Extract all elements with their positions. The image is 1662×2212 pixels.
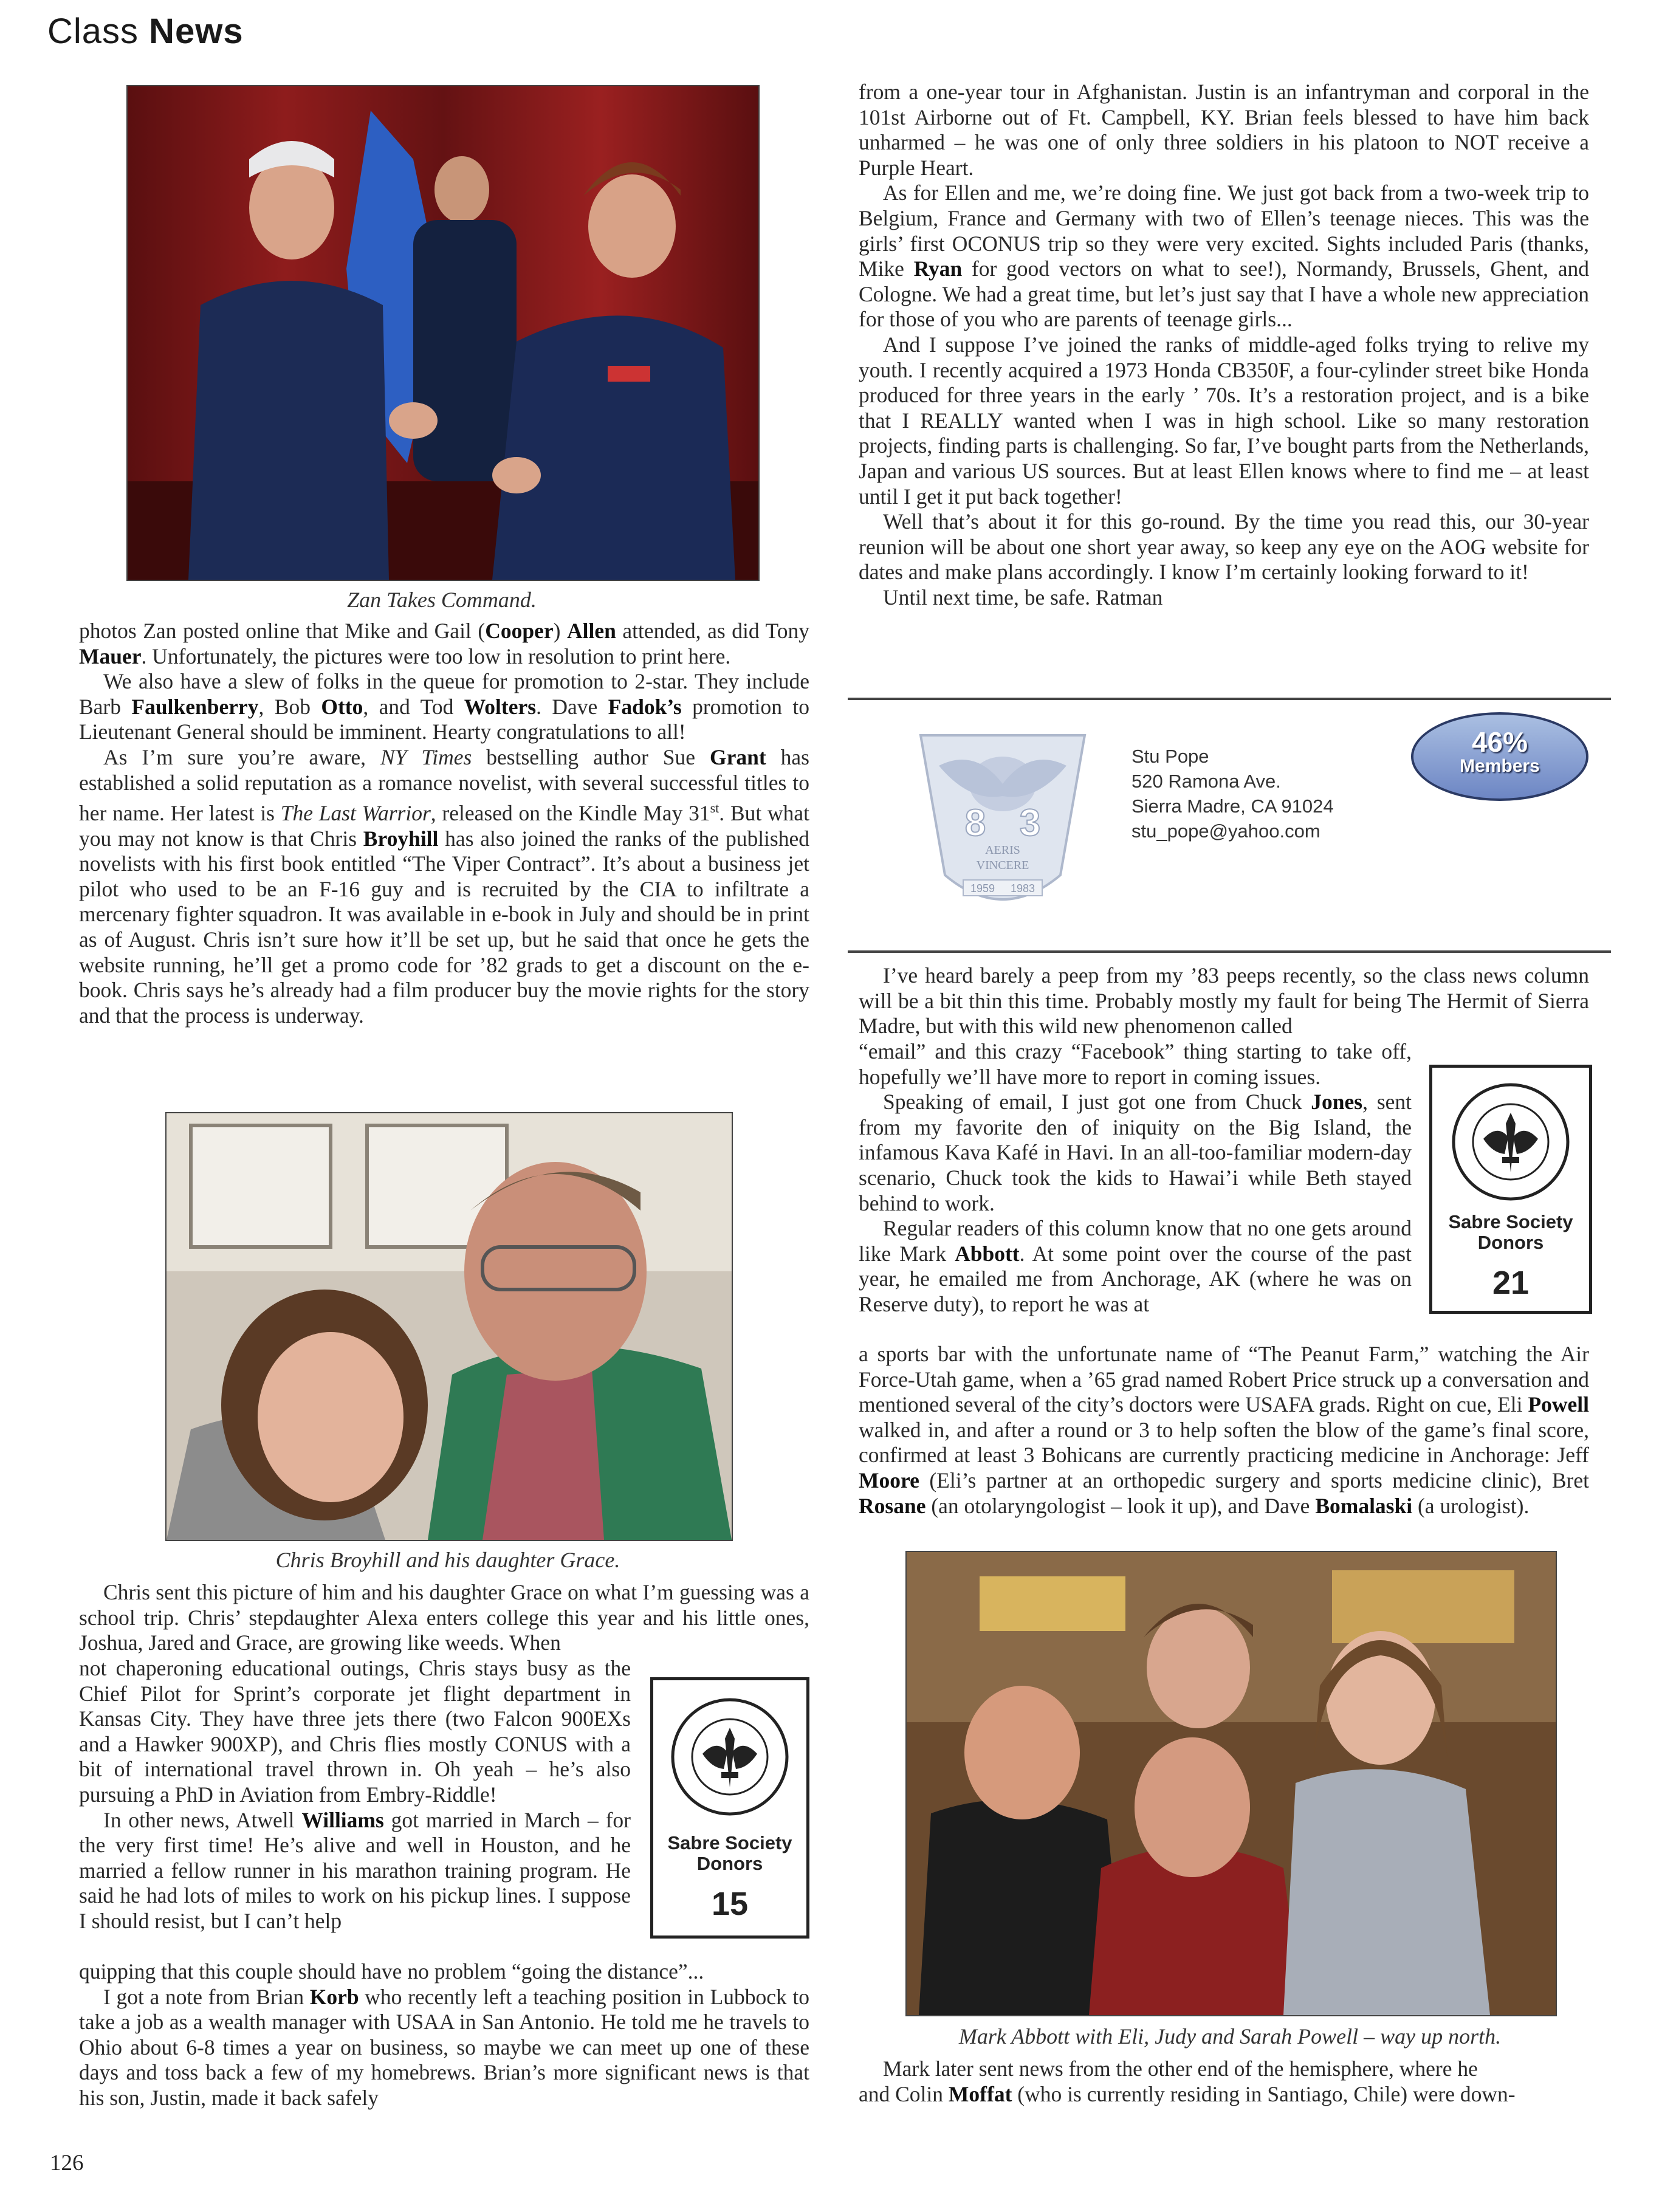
sabre-society-emblem-icon [1450,1081,1571,1203]
paragraph: As for Ellen and me, we’re doing fine. We just got back from a two-week trip to Belgium, France and Germany with two of Ellen’s teenage nieces. This was the girls’ first OCONUS trip so they were very excited. Sights included Paris (thanks, Mike Ryan for good vectors on what to see!), Normandy, Brussels, Ghent, and Cologne. We had a great time, but let’s just say that I have a whole new appreciation for those of you who are parents of teenage girls... [859,180,1589,332]
contact-email[interactable]: stu_pope@yahoo.com [1131,820,1320,842]
sabre-label: Donors [696,1853,763,1874]
abbott-caption: Mark Abbott with Eli, Judy and Sarah Powell – way up north. [958,2024,1502,2049]
left-text-4 [79,1959,809,2111]
left-text-1 [79,619,809,1028]
crest-motto: VINCERE [976,859,1029,872]
scribe-contact [1131,744,1334,843]
members-badge [1411,712,1588,801]
sabre-donor-count: 15 [711,1886,749,1922]
class-crest [915,729,1091,924]
page-number: 126 [50,2151,84,2176]
paragraph: quipping that this couple should have no problem “going the distance”... [79,1959,704,1984]
crest-motto: AERIS [985,843,1020,857]
paragraph: And I suppose I’ve joined the ranks of middle-aged folks trying to relive my youth. I recently acquired a 1973 Honda CB350F, a four-cylinder street bike Honda produced for three years in the early ’ 70s. It’s a restoration project, and is a bike that I REALLY wanted when I was in high school. Like so many restoration projects, finding parts is challenging. So far, I’ve bought parts from the Netherlands, Japan and various US sources. But at least Ellen knows where to find me – at least until I get it put back together! [859,332,1589,509]
paragraph: Well that’s about it for this go-round. By the time you read this, our 30-year reunion will be about one short year away, so keep any eye on the AOG website for dates and make plans accordingly. I know I’m certainly looking forward to it! [859,509,1589,585]
broyhill-photo [165,1112,733,1541]
sabre-label: Sabre Society [667,1832,792,1853]
sabre-society-box [1429,1065,1592,1314]
paragraph: Speaking of email, I just got one from Chuck Jones, sent from my favorite den of iniquity on the Big Island, the infamous Kava Kafé in Havi. In an all-too-familiar modern-day scenario, Chuck took the kids to Hawai’i while Beth stayed behind to work. [859,1090,1412,1215]
contact-address: 520 Ramona Ave. [1131,771,1281,792]
paragraph: and Colin Moffat (who is currently residing in Santiago, Chile) were down- [859,2081,1516,2106]
command-photo [126,85,760,581]
contact-city: Sierra Madre, CA 91024 [1131,795,1334,817]
crest-number: 3 [1019,802,1041,844]
paragraph: In other news, Atwell Williams got married in March – for the very first time! He’s alive and well in Houston, and he married a fellow runner in his marathon training program. He said he had lots of miles to work on his pickup lines. I suppose I should resist, but I can’t help [79,1807,631,1933]
section-divider [848,950,1611,953]
contact-name: Stu Pope [1131,746,1209,767]
paragraph: a sports bar with the unfortunate name of “The Peanut Farm,” watching the Air Force-Utah game, when a ’65 grad named Robert Price struck up a conversation and mentioned several of the city’s doctors were USAFA grads. Right on cue, Eli Powell walked in, and after a round or 3 to help soften the blow of the game’s final score, confirmed at least 3 Bohicans are currently practicing medicine in Anchorage: Jeff Moore (Eli’s partner at an orthopedic surgery and sports medicine clinic), Bret Rosane (an otolaryngologist – look it up), and Dave Bomalaski (a urologist). [859,1342,1589,1518]
right-text-2 [859,963,1589,1039]
paragraph: Until next time, be safe. Ratman [883,585,1163,610]
crest-number: 8 [964,802,986,844]
left-text-2 [79,1580,809,1656]
paragraph: As I’m sure you’re aware, NY Times bestselling author Sue Grant has established a solid reputation as a romance novelist, with several successful titles to her name. Her latest is The Last Warrior, released on the Kindle May 31st. But what you may not know is that Chris Broyhill has also joined the ranks of the published novelists with his first book entitled “The Viper Contract”. It’s about a business jet pilot who used to be an F-16 guy and is recruited by the CIA to infiltrate a mercenary fighter squadron. It was available in e-book in July and should be in print as of August. Chris isn’t sure how it’ll be set up, but he said that once he gets the website running, he’ll get a promo code for ’82 grads to get a discount on the e-book. Chris says he’s already had a film producer buy the movie rights for the story and that the process is underway. [79,744,809,1028]
header-prefix: Class [47,12,139,51]
paragraph: Chris sent this picture of him and his daughter Grace on what I’m guessing was a school trip. Chris’ stepdaughter Alexa enters college this year and his little ones, Joshua, Jared and Grace, are growing like weeds. When [79,1580,809,1655]
right-text-4 [859,1342,1589,1519]
paragraph: Mark later sent news from the other end of the hemisphere, where he [883,2056,1478,2081]
right-text-1 [859,80,1589,610]
paragraph: from a one-year tour in Afghanistan. Justin is an infantryman and corporal in the 101st Airborne out of Ft. Campbell, KY. Brian feels blessed to have him back unharmed – he was one of only three soldiers in his platoon to NOT receive a Purple Heart. [859,80,1589,180]
sabre-society-box [650,1677,809,1939]
header-title: News [149,12,244,51]
paragraph: I got a note from Brian Korb who recently left a teaching position in Lubbock to take a job as a wealth manager with USAA in San Antonio. He told me he travels to Ohio about 6-8 times a year on business, so maybe we can meet up one of these days and toss back a few of my homebrews. Brian’s more significant news is that his son, Justin, made it back safely [79,1984,809,2110]
right-text-3 [859,1039,1412,1317]
members-label: Members [1460,756,1540,776]
section-header [47,11,244,52]
paragraph: Regular readers of this column know that no one gets around like Mark Abbott. At some point over the course of the past year, he emailed me from Anchorage, AK (where he was on Reserve duty), to report he was at [859,1216,1412,1316]
sabre-donor-count: 21 [1492,1265,1530,1301]
paragraph: not chaperoning educational outings, Chris stays busy as the Chief Pilot for Sprint’s corporate jet flight department in Kansas City. They have three jets there (two Falcon 900EXs and a Hawker 900XP), and Chris flies mostly CONUS with a bit of international travel thrown in. Oh yeah – he’s also pursuing a PhD in Aviation from Embry-Riddle! [79,1656,631,1807]
sabre-label: Donors [1477,1232,1544,1253]
paragraph: photos Zan posted online that Mike and Gail (Cooper) Allen attended, as did Tony Mauer. Unfortunately, the pictures were too low in resolution to print here. [79,619,809,668]
abbott-photo [905,1551,1557,2016]
class-crest-icon [915,729,1091,924]
crest-year: 1983 [1010,882,1035,895]
paragraph: “email” and this crazy “Facebook” thing starting to take off, hopefully we’ll have more to report in coming issues. [859,1039,1412,1089]
sabre-label: Sabre Society [1448,1211,1573,1232]
right-text-5 [859,2056,1589,2107]
left-text-3 [79,1656,631,1934]
section-divider [848,698,1611,700]
members-percent: 46% [1471,726,1528,758]
paragraph: We also have a slew of folks in the queue for promotion to 2-star. They include Barb Faulkenberry, Bob Otto, and Tod Wolters. Dave Fadok’s promotion to Lieutenant General should be imminent. Hearty congratulations to all! [79,669,809,744]
command-caption: Zan Takes Command. [347,588,537,612]
sabre-society-emblem-icon [669,1696,791,1818]
crest-year: 1959 [970,882,995,895]
paragraph: I’ve heard barely a peep from my ’83 peeps recently, so the class news column will be a bit thin this time. Probably mostly my fault for being The Hermit of Sierra Madre, but with this wild new phenomenon called [859,963,1589,1039]
broyhill-caption: Chris Broyhill and his daughter Grace. [275,1548,620,1572]
